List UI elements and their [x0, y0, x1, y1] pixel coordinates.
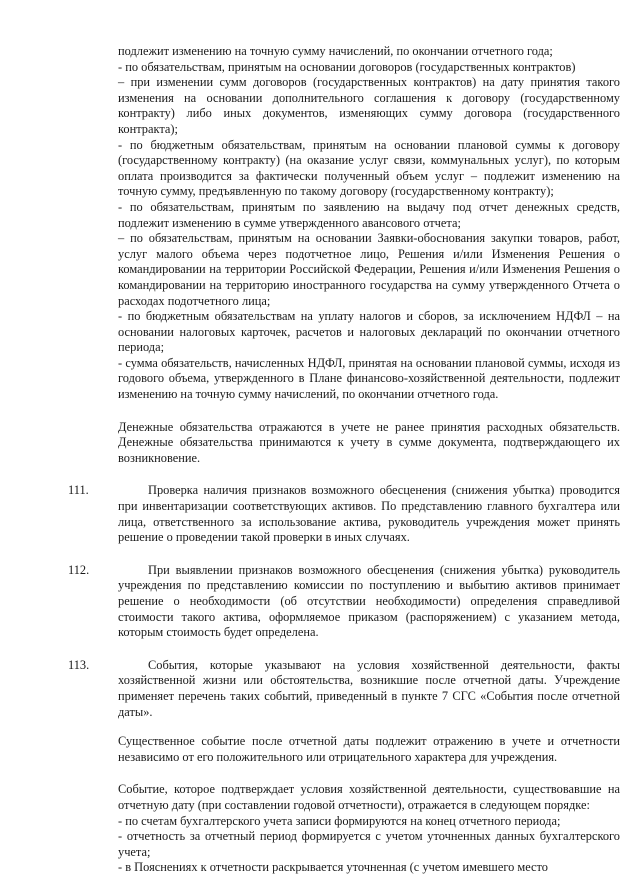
event-line-2: - отчетность за отчетный период формируется с учетом уточненных данных бухгалтерского учета; — [118, 829, 620, 859]
clause-number: 113. — [68, 657, 90, 672]
intro-line-6: – по обязательствам, принятым на основании Заявки-обоснования закупки товаров, работ, услуг малого объема через подотчетное лицо, Решения и/или Изменения Решения о командировании на территории Российской Федерации, Решения и/или Изменения Решения о командировании на территорию иностранного государства на сумму утвержденного Отчета о расходах подотчетного лица; — [118, 231, 620, 308]
clause-text: При выявлении признаков возможного обесценения (снижения убытка) руководитель учреждения по представлению комиссии по поступлению и выбытию активов принимает решение о необходимости (об отсутствии необходимости) определения справедливой стоимости такого актива, оформляемое приказом (распоряжением) с указанием метода, которым стоимость будет определена. — [118, 562, 620, 640]
event-line-3: - в Пояснениях к отчетности раскрывается уточненная (с учетом имевшего место — [118, 860, 548, 875]
significant-event-paragraph: Существенное событие после отчетной даты подлежит отражению в учете и отчетности независимо от его положительного или отрицательного характера для учреждения. — [118, 734, 620, 764]
intro-line-2: - по обязательствам, принятым на основании договоров (государственных контрактов) — [118, 59, 576, 74]
intro-line-4: - по бюджетным обязательствам, принятым на основании плановой суммы к договору (государственному контракту) (на оказание услуг связи, коммунальных услуг), по которым оплата производится за фактически полученный объем услуг – подлежит изменению на точную сумму, предъявленную по такому договору (государственному контракту); — [118, 137, 620, 199]
event-paragraph: Событие, которое подтверждает условия хозяйственной деятельности, существовавшие на отчетную дату (при составлении годовой отчетности), отражается в следующем порядке: — [118, 782, 620, 812]
clause-number: 112. — [68, 562, 90, 577]
event-line-1: - по счетам бухгалтерского учета записи формируются на конец отчетного периода; — [118, 813, 561, 828]
intro-line-8: - сумма обязательств, начисленных НДФЛ, принятая на основании плановой суммы, исходя из годового объема, утвержденного в Плане финансово-хозяйственной деятельности, подлежит изменению на точную сумму начислений, по окончании отчетного года. — [118, 355, 620, 402]
text-column — [68, 44, 620, 876]
intro-line-5: - по обязательствам, принятым по заявлению на выдачу под отчет денежных средств, подлежит изменению в сумме утвержденного авансового отчета; — [118, 199, 620, 230]
clause-113 — [40, 658, 620, 720]
clause-text: Проверка наличия признаков возможного обесценения (снижения убытка) проводится при инвентаризации соответствующих активов. По представлению главного бухгалтера или лица, ответственного за использование актива, руководитель учреждения может принять решение о проведении такой проверки в иных случаях. — [118, 483, 620, 545]
intro-line-7: - по бюджетным обязательствам на уплату налогов и сборов, за исключением НДФЛ – на основании налоговых карточек, расчетов и налоговых деклараций по окончании отчетного периода; — [118, 309, 620, 355]
clause-111 — [40, 483, 620, 545]
intro-line-3: – при изменении сумм договоров (государственных контрактов) на дату принятия такого изменения на основании дополнительного соглашения к договору (государственному контракту) либо иных документов, изменяющих сумму договора (государственного контракта); — [118, 75, 620, 136]
clause-112 — [40, 563, 620, 641]
clause-number: 111. — [68, 483, 89, 498]
intro-line-1: подлежит изменению на точную сумму начислений, по окончании отчетного года; — [118, 44, 553, 58]
money-obligations-paragraph: Денежные обязательства отражаются в учете не ранее принятия расходных обязательств. Денежные обязательства принимаются к учету в сумме документа, подтверждающего их возникновение. — [118, 419, 620, 465]
clause-text: События, которые указывают на условия хозяйственной деятельности, факты хозяйственной жизни или обстоятельства, возникшие после отчетной даты. Учреждение применяет перечень таких событий, приведенный в пункте 7 СГС «События после отчетной даты». — [118, 657, 620, 719]
